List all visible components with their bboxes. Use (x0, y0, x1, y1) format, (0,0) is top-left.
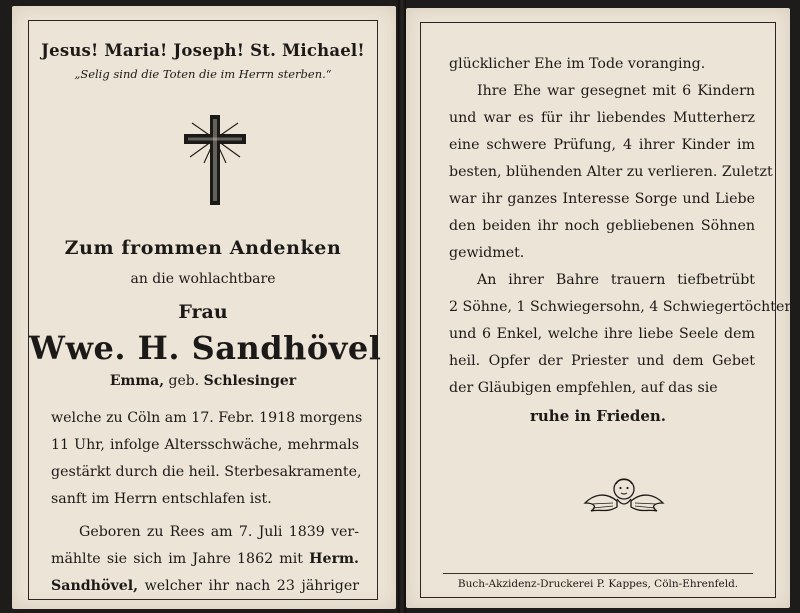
card-fold-crease (398, 0, 406, 613)
text-line: Ihre Ehe war gesegnet mit 6 Kindern (477, 83, 755, 99)
text-line (51, 573, 359, 600)
cross-icon (180, 113, 250, 211)
text-line: der Gläubigen empfehlen, auf das sie (449, 380, 718, 396)
left-card (12, 6, 396, 609)
remembrance-title: Zum frommen Andenken (64, 237, 342, 259)
text-line: 11 Uhr, infolge Altersschwäche, mehrmals (51, 437, 359, 453)
text-line: und war es für ihr liebendes Mutterherz (449, 110, 755, 126)
text-line (51, 546, 359, 573)
text-line: welche zu Cöln am 17. Febr. 1918 morgens (51, 410, 363, 426)
text-line: heil. Opfer der Priester und dem Gebet (449, 353, 755, 369)
text-line: war ihr ganzes Interesse Sorge und Liebe (449, 191, 755, 207)
deceased-name: Wwe. H. Sandhövel (29, 329, 382, 367)
text-fragment: welcher ihr nach 23 jähriger (144, 578, 359, 594)
right-card (406, 8, 790, 608)
born-abbrev: geb. (168, 373, 200, 389)
text-line: 2 Söhne, 1 Schwiegersohn, 4 Schwiegertöchter (449, 299, 792, 315)
death-paragraph (51, 405, 363, 513)
husband-surname: Sandhövel, (51, 578, 139, 594)
title-frau: Frau (178, 301, 228, 323)
text-line: Geboren zu Rees am 7. Juli 1839 ver- (79, 524, 359, 540)
right-card-border (420, 22, 792, 598)
obituary-text (449, 51, 792, 402)
left-card-border (28, 20, 382, 600)
text-line: An ihrer Bahre trauern tiefbetrübt (477, 272, 755, 288)
text-line: sanft im Herrn entschlafen ist. (51, 491, 272, 507)
husband-first-name: Herm. (309, 551, 359, 567)
text-line: eine schwere Prüfung, 4 ihrer Kinder im (449, 137, 755, 153)
text-line: gewidmet. (449, 245, 525, 261)
angel-icon (583, 473, 665, 523)
printer-imprint: Buch-Akzidenz-Druckerei P. Kappes, Cöln-Ehrenfeld. (421, 578, 775, 590)
text-line: gestärkt durch die heil. Sterbesakramente, (51, 464, 362, 480)
invocation-header: Jesus! Maria! Joseph! St. Michael! (41, 41, 365, 60)
first-name: Emma, (109, 373, 165, 389)
text-line: und 6 Enkel, welche ihre liebe Seele dem (449, 326, 755, 342)
text-line: glücklicher Ehe im Tode voranging. (449, 56, 706, 72)
rest-in-peace: ruhe in Frieden. (530, 407, 666, 425)
text-fragment: mählte sie sich im Jahre 1862 mit (51, 551, 303, 567)
birth-paragraph (51, 519, 359, 600)
venerable-line: an die wohlachtbare (130, 271, 276, 287)
beatitude-quote: „Selig sind die Toten die im Herrn sterben.“ (74, 67, 332, 81)
maiden-name-line (29, 373, 377, 389)
maiden-surname: Schlesinger (203, 373, 297, 389)
text-line: besten, blühenden Alter zu verlieren. Zuletzt (449, 164, 773, 180)
text-line: den beiden ihr noch gebliebenen Söhnen (449, 218, 755, 234)
